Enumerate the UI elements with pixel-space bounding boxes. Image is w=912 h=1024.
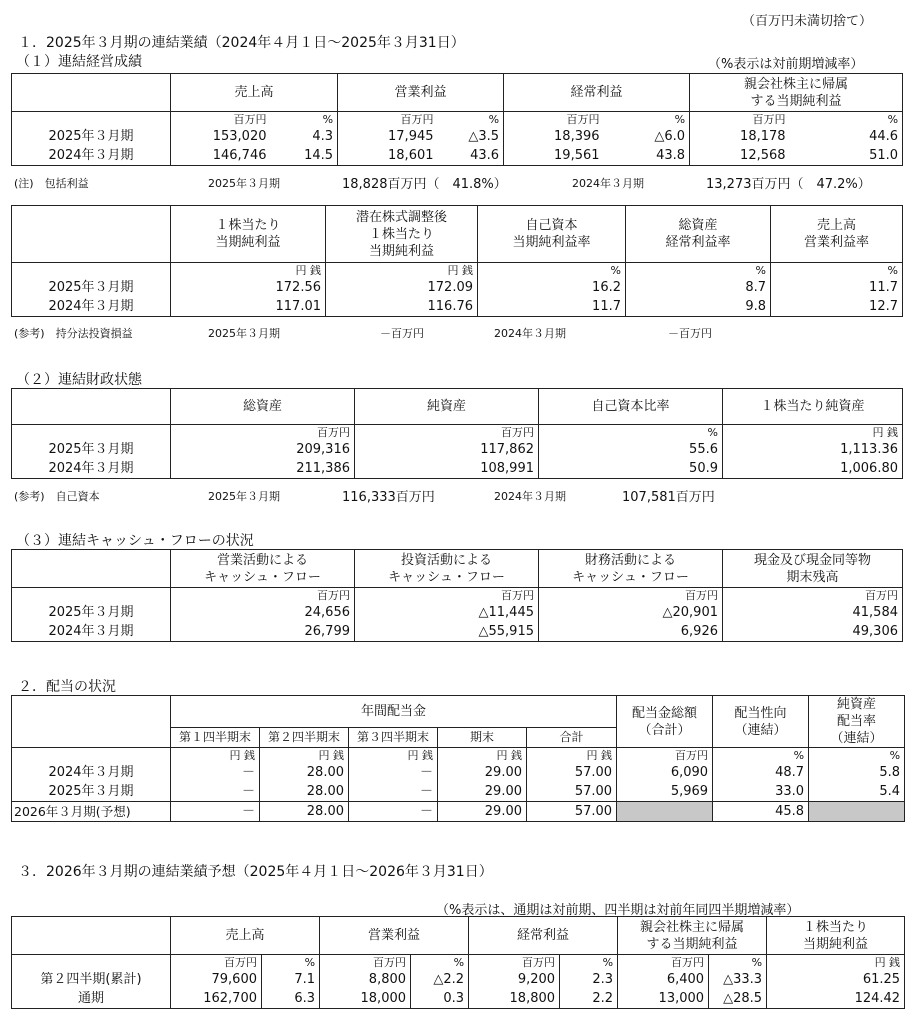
equity-ratio-header: 自己資本比率 (539, 389, 723, 425)
data-cell: 11.7 (478, 297, 626, 316)
data-cell: 146,746 (171, 146, 271, 165)
data-cell: 28.00 (260, 763, 349, 782)
data-cell: － (171, 801, 260, 821)
data-cell: 117,862 (355, 440, 539, 459)
unit-cell: 円 銭 (723, 425, 903, 441)
operating-cf-header (171, 550, 355, 588)
header-line: 営業活動による (216, 552, 308, 568)
unit-cell: % (560, 955, 618, 971)
unit-cell: % (438, 112, 504, 128)
unit-cell: 円 銭 (527, 748, 617, 764)
total-assets-header: 総資産 (171, 389, 355, 425)
doe-header (809, 696, 905, 748)
unit-label-cell (12, 588, 171, 604)
net-sales-header: 売上高 (171, 917, 320, 955)
header-line: １株当たり (368, 226, 434, 242)
annual-dividends-header: 年間配当金 (171, 696, 617, 728)
total-header: 合計 (527, 728, 617, 748)
change-rate-note: （%表示は対前期増減率） (708, 57, 864, 72)
data-cell: 43.6 (438, 146, 504, 165)
net-income-owners-header (618, 917, 767, 955)
header-line: 当期純利益率 (512, 235, 591, 250)
unit-cell: 円 銭 (171, 263, 326, 279)
row-label-header-cell (12, 696, 171, 748)
data-cell: △33.3 (709, 970, 767, 989)
header-line: 親会社株主に帰属 (640, 919, 745, 935)
note-value: 107,581百万円 (622, 490, 715, 505)
data-cell: 18,178 (740, 129, 786, 144)
unit-cell: % (626, 263, 771, 279)
dividends-table (11, 695, 905, 822)
table-row (12, 297, 903, 316)
financing-cf-header (539, 550, 723, 588)
ordinary-income-header: 経常利益 (504, 74, 690, 112)
data-cell: 4.3 (271, 127, 338, 146)
unit-cell: 円 銭 (326, 263, 478, 279)
header-line: 自己資本 (525, 218, 578, 233)
row-label-header-cell (12, 206, 171, 263)
unit-cell: % (271, 112, 338, 128)
row-label: 2024年３月期 (12, 297, 171, 316)
data-cell: 45.8 (713, 801, 809, 821)
data-cell: 5.4 (809, 782, 905, 801)
equity-method-note-label: (参考) 持分法投資損益 (14, 327, 133, 340)
payout-ratio-header (713, 696, 809, 748)
note-period: 2025年３月期 (208, 490, 280, 503)
data-cell: 12,568 (690, 146, 790, 165)
note-period: 2024年３月期 (494, 490, 566, 503)
data-cell: △28.5 (709, 989, 767, 1008)
cash-equivalents-header (723, 550, 903, 588)
operating-results-table (11, 73, 903, 166)
data-cell: 18,000 (320, 989, 411, 1008)
note-value: －百万円 (668, 327, 712, 340)
unit-cell: 百万円 (171, 588, 355, 604)
data-cell: 116.76 (326, 297, 478, 316)
data-cell: 79,600 (171, 970, 262, 989)
unit-cell: % (478, 263, 626, 279)
note-period: 2024年３月期 (572, 177, 644, 190)
row-label-header-cell (12, 389, 171, 425)
data-cell: 172.56 (171, 278, 326, 297)
forecast-table (11, 916, 905, 1009)
data-cell: － (349, 763, 438, 782)
table-row (12, 622, 903, 641)
investing-cf-header (355, 550, 539, 588)
data-cell: 57.00 (527, 782, 617, 801)
subsection-operating-results-title: （１）連結経営成績 (16, 54, 142, 70)
data-cell: 17,945 (388, 129, 434, 144)
data-cell: 61.25 (767, 970, 905, 989)
data-cell: 29.00 (438, 801, 527, 821)
data-cell: △20,901 (539, 603, 723, 622)
unit-cell: 百万円 (539, 588, 723, 604)
header-line: 当期純利益 (368, 243, 434, 259)
data-cell: 108,991 (355, 459, 539, 478)
row-label: 2024年３月期 (12, 146, 171, 165)
financial-position-table (11, 388, 903, 479)
row-label: 2025年３月期 (12, 278, 171, 297)
data-cell: 11.7 (771, 278, 903, 297)
header-line: 経常利益率 (665, 235, 731, 250)
header-line: 当期純利益 (215, 235, 281, 250)
data-cell: － (349, 801, 438, 821)
header-line: （連結） (734, 722, 787, 738)
data-cell: － (171, 763, 260, 782)
forecast-change-rate-note: （%表示は、通期は対前期、四半期は対前年同四半期増減率） (436, 903, 800, 918)
unit-label-cell (12, 263, 171, 279)
header-line: 現金及び現金同等物 (753, 552, 871, 568)
data-cell: 7.1 (262, 970, 320, 989)
header-line: 配当性向 (734, 705, 787, 721)
section-1-title: １．2025年３月期の連結業績（2024年４月１日～2025年３月31日） (18, 35, 465, 51)
unit-cell: 百万円 (171, 112, 271, 128)
table-row (12, 782, 905, 801)
data-cell: 18,800 (469, 989, 560, 1008)
data-cell: 2.2 (560, 989, 618, 1008)
header-line: 配当金総額 (632, 705, 698, 721)
data-cell: 50.9 (539, 459, 723, 478)
unit-cell: 百万円 (469, 955, 560, 971)
table-row (12, 801, 905, 821)
row-label: 2024年３月期 (12, 763, 171, 782)
table-row (12, 459, 903, 478)
unit-cell: 百万円 (400, 113, 434, 126)
header-line: １株当たり (215, 218, 281, 233)
row-label: 2025年３月期 (12, 440, 171, 459)
data-cell: 55.6 (539, 440, 723, 459)
data-cell: 1,006.80 (723, 459, 903, 478)
row-label: 2025年３月期 (12, 127, 171, 146)
year-end-header: 期末 (438, 728, 527, 748)
data-cell: 13,000 (618, 989, 709, 1008)
q2-header: 第２四半期末 (260, 728, 349, 748)
table-row (12, 440, 903, 459)
data-cell: 8.7 (626, 278, 771, 297)
data-cell: 28.00 (260, 782, 349, 801)
table-row (12, 989, 905, 1008)
data-cell: 162,700 (171, 989, 262, 1008)
row-label-forecast: 2026年３月期(予想) (12, 801, 171, 821)
table-row (12, 146, 903, 165)
unit-cell: 百万円 (617, 748, 713, 764)
note-value: 13,273百万円（ 47.2%） (706, 177, 871, 192)
bps-header: １株当たり純資産 (723, 389, 903, 425)
header-line: キャッシュ・フロー (388, 569, 505, 585)
eps-header (767, 917, 905, 955)
cash-flows-table (11, 549, 903, 642)
data-cell: 6,400 (618, 970, 709, 989)
data-cell: 6,090 (617, 763, 713, 782)
note-period: 2024年３月期 (494, 327, 566, 340)
header-line: 総資産 (678, 218, 718, 233)
data-cell: 18,396 (554, 129, 600, 144)
row-label-header-cell (12, 550, 171, 588)
table-row (12, 278, 903, 297)
data-cell: 18,601 (338, 146, 438, 165)
unit-cell: 百万円 (566, 113, 600, 126)
data-cell: 117.01 (171, 297, 326, 316)
shaded-empty-cell (617, 801, 713, 821)
note-value: 116,333百万円 (342, 490, 435, 505)
unit-cell: 百万円 (355, 425, 539, 441)
unit-cell: 円 銭 (767, 955, 905, 971)
data-cell: 5,969 (617, 782, 713, 801)
ordinary-income-header: 経常利益 (469, 917, 618, 955)
row-label: 2024年３月期 (12, 459, 171, 478)
unit-cell: % (809, 748, 905, 764)
comprehensive-income-note-label: (注) 包括利益 (14, 177, 89, 190)
section-3-title: ３．2026年３月期の連結業績予想（2025年４月１日～2026年３月31日） (18, 864, 493, 880)
header-line: 投資活動による (400, 552, 492, 568)
unit-label-cell (12, 748, 171, 764)
unit-cell: % (771, 263, 903, 279)
note-period: 2025年３月期 (208, 327, 280, 340)
data-cell: 24,656 (171, 603, 355, 622)
data-cell: 44.6 (790, 127, 903, 146)
data-cell: 153,020 (212, 129, 267, 144)
unit-cell: % (604, 112, 690, 128)
row-label: 2024年３月期 (12, 622, 171, 641)
header-line: 当期純利益 (803, 936, 869, 952)
data-cell: 12.7 (771, 297, 903, 316)
operating-income-header: 営業利益 (320, 917, 469, 955)
table-row (12, 970, 905, 989)
header-line: 純資産 (837, 697, 877, 712)
eps-header (171, 206, 326, 263)
unit-cell: 百万円 (320, 955, 411, 971)
row-label-header-cell (12, 74, 171, 112)
row-label: 2025年３月期 (12, 782, 171, 801)
unit-cell: % (713, 748, 809, 764)
header-line: キャッシュ・フロー (572, 569, 689, 585)
unit-cell: 円 銭 (171, 748, 260, 764)
header-line: （合計） (638, 722, 691, 738)
header-line: 売上高 (816, 218, 856, 233)
unit-cell: 百万円 (171, 955, 262, 971)
data-cell: 211,386 (171, 459, 355, 478)
header-line: 配当率 (837, 714, 877, 729)
unit-cell: 百万円 (171, 425, 355, 441)
data-cell: 29.00 (438, 782, 527, 801)
note-period: 2025年３月期 (208, 177, 280, 190)
data-cell: 29.00 (438, 763, 527, 782)
net-sales-header: 売上高 (171, 74, 338, 112)
data-cell: － (171, 782, 260, 801)
header-line: 潜在株式調整後 (355, 209, 447, 225)
data-cell: △3.5 (438, 127, 504, 146)
net-income-header-line1: 親会社株主に帰属 (744, 76, 849, 92)
subsection-cash-flows-title: （３）連結キャッシュ・フローの状況 (16, 533, 254, 549)
data-cell: 33.0 (713, 782, 809, 801)
data-cell: 209,316 (171, 440, 355, 459)
subsection-financial-position-title: （２）連結財政状態 (16, 372, 142, 388)
data-cell: 48.7 (713, 763, 809, 782)
unit-cell: 百万円 (618, 955, 709, 971)
data-cell: 51.0 (790, 146, 903, 165)
header-line: 財務活動による (584, 552, 676, 568)
data-cell: 6.3 (262, 989, 320, 1008)
roa-header (626, 206, 771, 263)
header-line: １株当たり (803, 919, 869, 935)
section-2-title: ２．配当の状況 (18, 679, 116, 695)
unit-cell: 百万円 (355, 588, 539, 604)
header-line: （連結） (830, 731, 883, 746)
shaded-empty-cell (809, 801, 905, 821)
net-income-owners-header (690, 74, 903, 112)
unit-cell: 百万円 (723, 588, 903, 604)
data-cell: 19,561 (504, 146, 604, 165)
data-cell: 14.5 (271, 146, 338, 165)
operating-margin-header (771, 206, 903, 263)
data-cell: △11,445 (355, 603, 539, 622)
data-cell: 49,306 (723, 622, 903, 641)
unit-label-cell (12, 112, 171, 128)
data-cell: 43.8 (604, 146, 690, 165)
row-label: 通期 (12, 989, 171, 1008)
row-label-header-cell (12, 917, 171, 955)
header-line: キャッシュ・フロー (204, 569, 321, 585)
data-cell: △2.2 (411, 970, 469, 989)
operating-income-header: 営業利益 (338, 74, 504, 112)
q3-header: 第３四半期末 (349, 728, 438, 748)
data-cell: 172.09 (326, 278, 478, 297)
data-cell: 0.3 (411, 989, 469, 1008)
unit-cell: 円 銭 (438, 748, 527, 764)
unit-cell: % (539, 425, 723, 441)
data-cell: 9,200 (469, 970, 560, 989)
net-income-header-line2: する当期純利益 (750, 93, 842, 109)
unit-cell: % (709, 955, 767, 971)
header-line: 営業利益率 (803, 235, 869, 250)
note-value: －百万円 (380, 327, 424, 340)
table-row (12, 603, 903, 622)
diluted-eps-header (326, 206, 478, 263)
shareholders-equity-note-label: (参考) 自己資本 (14, 490, 100, 503)
data-cell: 28.00 (260, 801, 349, 821)
unit-cell: 円 銭 (260, 748, 349, 764)
table-row (12, 127, 903, 146)
data-cell: 41,584 (723, 603, 903, 622)
data-cell: 6,926 (539, 622, 723, 641)
data-cell: 57.00 (527, 801, 617, 821)
data-cell: 124.42 (767, 989, 905, 1008)
roe-header (478, 206, 626, 263)
data-cell: 5.8 (809, 763, 905, 782)
data-cell: 2.3 (560, 970, 618, 989)
data-cell: 9.8 (626, 297, 771, 316)
total-dividends-header (617, 696, 713, 748)
note-value: 18,828百万円（ 41.8%） (342, 177, 507, 192)
rounding-note: （百万円未満切捨て） (742, 14, 873, 29)
unit-cell: % (790, 112, 903, 128)
data-cell: 26,799 (171, 622, 355, 641)
unit-cell: 百万円 (752, 113, 786, 126)
net-assets-header: 純資産 (355, 389, 539, 425)
row-label: 2025年３月期 (12, 603, 171, 622)
unit-cell: 円 銭 (349, 748, 438, 764)
data-cell: △55,915 (355, 622, 539, 641)
data-cell: 57.00 (527, 763, 617, 782)
data-cell: － (349, 782, 438, 801)
table-row (12, 763, 905, 782)
q1-header: 第１四半期末 (171, 728, 260, 748)
unit-cell: % (411, 955, 469, 971)
header-line: 期末残高 (786, 569, 839, 585)
unit-label-cell (12, 955, 171, 971)
header-line: する当期純利益 (646, 936, 738, 952)
data-cell: 16.2 (478, 278, 626, 297)
unit-label-cell (12, 425, 171, 441)
unit-cell: % (262, 955, 320, 971)
data-cell: 1,113.36 (723, 440, 903, 459)
data-cell: 8,800 (320, 970, 411, 989)
data-cell: △6.0 (604, 127, 690, 146)
per-share-ratios-table (11, 205, 903, 317)
row-label: 第２四半期(累計) (12, 970, 171, 989)
